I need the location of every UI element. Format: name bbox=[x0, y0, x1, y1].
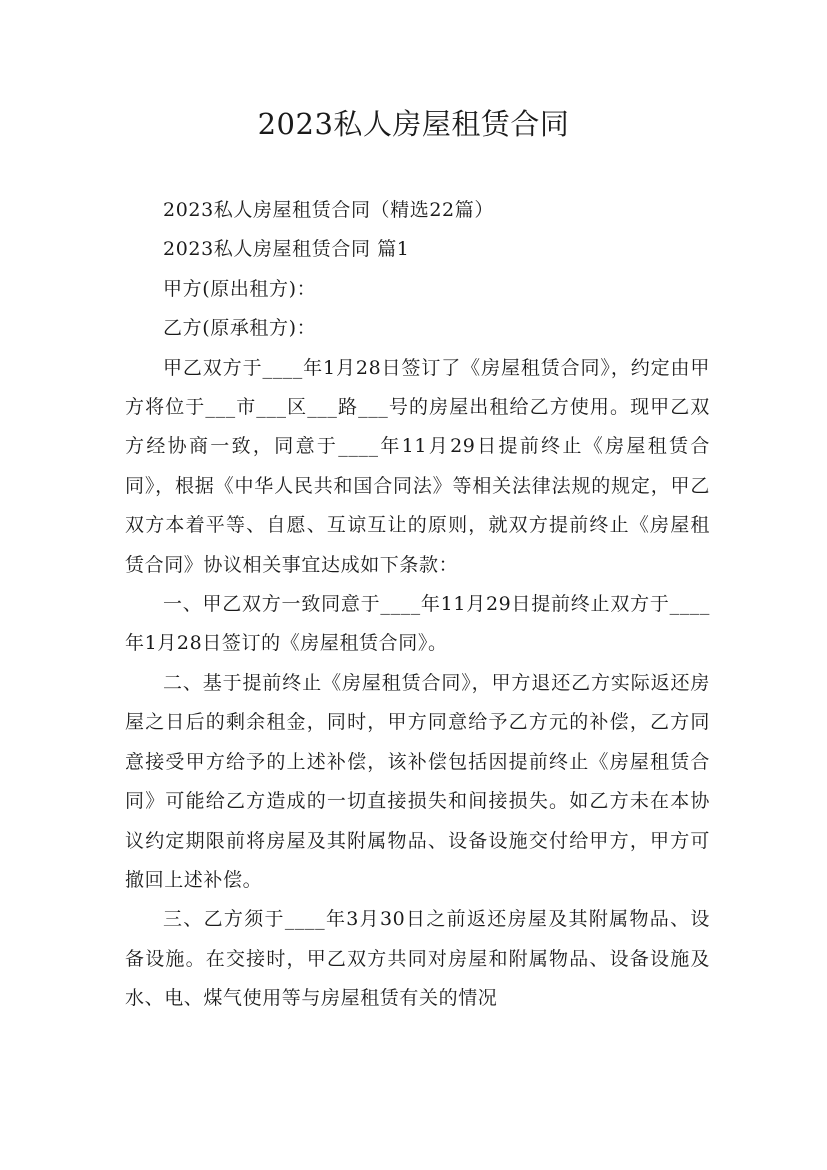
paragraph-clause-3: 三、乙方须于____年3月30日之前返还房屋及其附属物品、设备设施。在交接时，甲乙双方共同对房屋和附属物品、设备设施及水、电、煤气使用等与房屋租赁有关的情况 bbox=[125, 908, 710, 1010]
paragraph-party-a: 甲方(原出租方)： bbox=[163, 277, 317, 300]
document-title: 2023私人房屋租赁合同 bbox=[257, 107, 570, 141]
paragraph-clause-2: 二、基于提前终止《房屋租赁合同》，甲方退还乙方实际返还房屋之日后的剩余租金，同时，甲方同意给予乙方元的补偿，乙方同意接受甲方给予的上述补偿，该补偿包括因提前终止《房屋租赁合同》可能给乙方造成的一切直接损失和间接损失。如乙方未在本协议约定期限前将房屋及其附属物品、设备设施交付给甲方，甲方可撤回上述补偿。 bbox=[125, 671, 710, 891]
paragraph-section-heading: 2023私人房屋租赁合同 篇1 bbox=[163, 238, 410, 261]
document-body bbox=[125, 191, 710, 1019]
paragraph-party-b: 乙方(原承租方)： bbox=[163, 317, 317, 340]
paragraph-preamble: 甲乙双方于____年1月28日签订了《房屋租赁合同》，约定由甲方将位于___市___区___路___号的房屋出租给乙方使用。现甲乙双方经协商一致，同意于____年11月29日提前终止《房屋租赁合同》，根据《中华人民共和国合同法》等相关法律法规的规定，甲乙双方本着平等、自愿、互谅互让的原则，就双方提前终止《房屋租赁合同》协议相关事宜达成如下条款： bbox=[125, 356, 710, 576]
paragraph-clause-1: 一、甲乙双方一致同意于____年11月29日提前终止双方于____年1月28日签订的《房屋租赁合同》。 bbox=[125, 593, 710, 655]
paragraph-subtitle: 2023私人房屋租赁合同（精选22篇） bbox=[163, 199, 494, 221]
